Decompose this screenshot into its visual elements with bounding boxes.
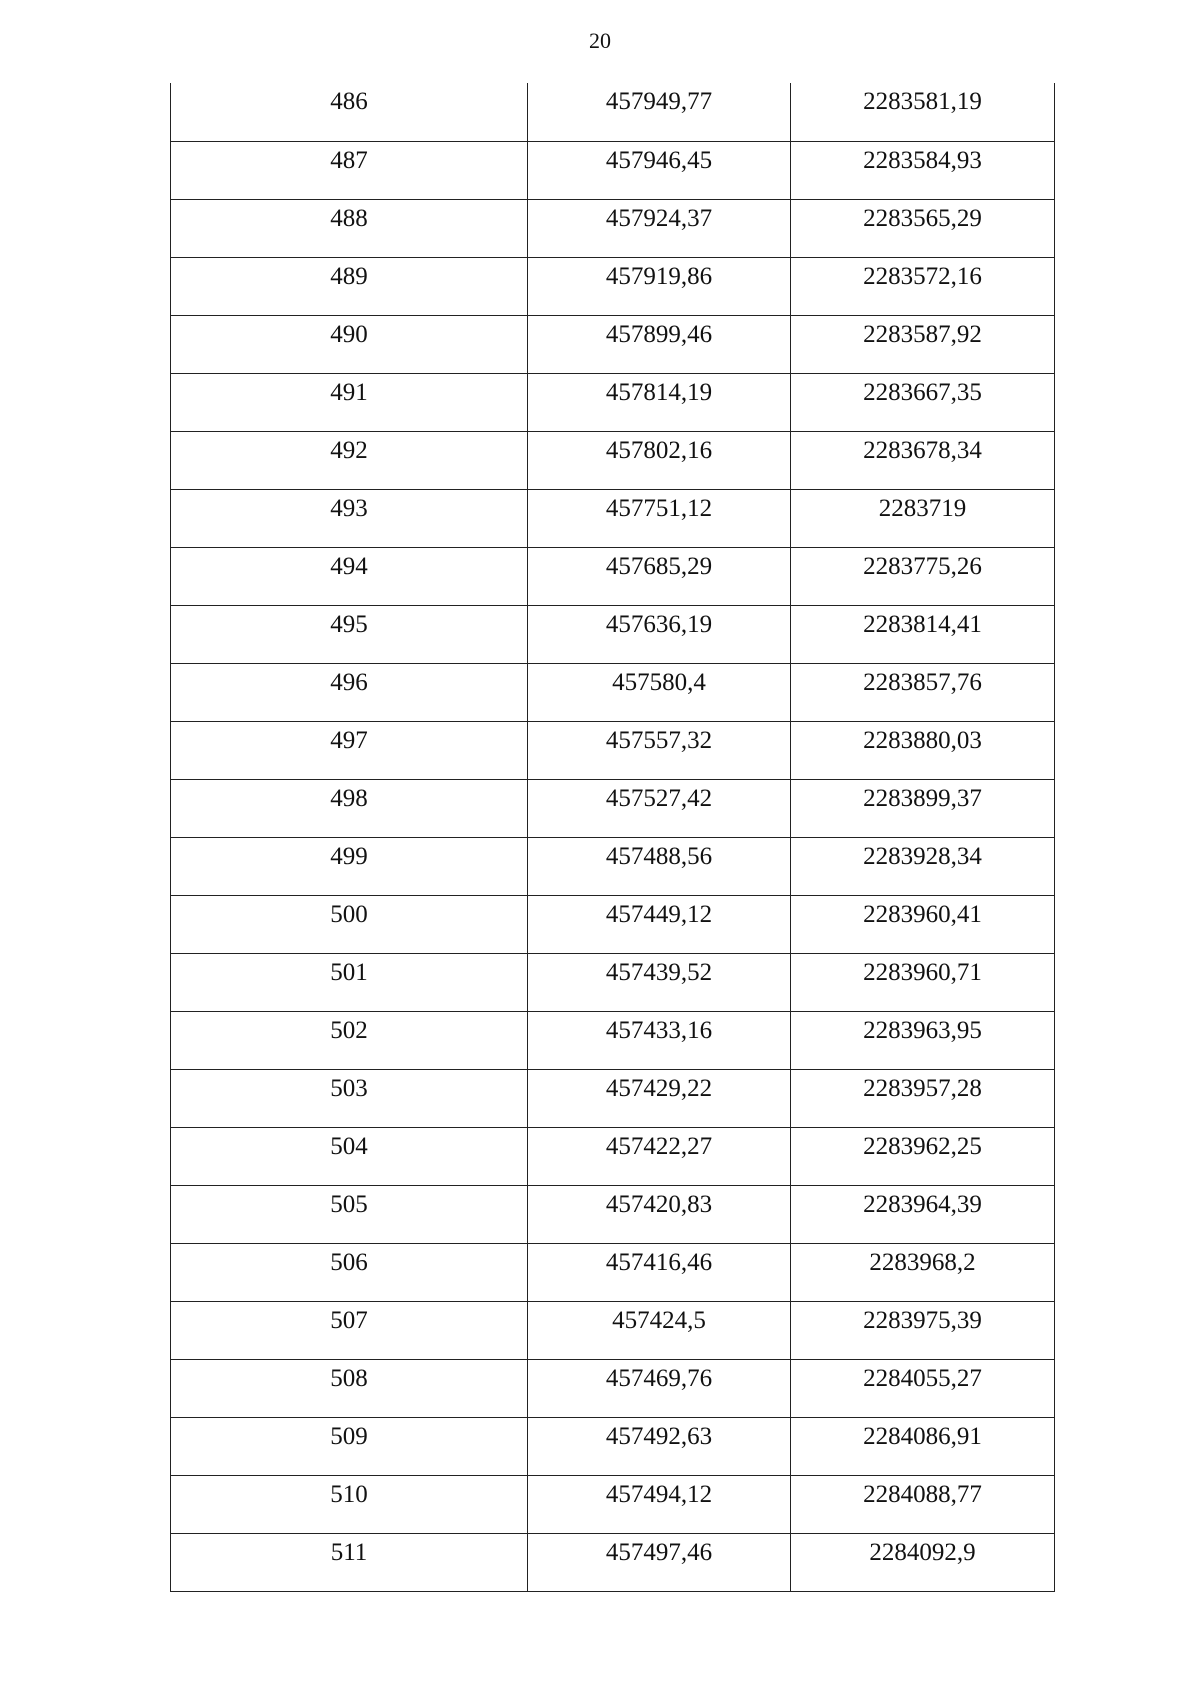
x-coordinate-cell: 457433,16 [528,1011,791,1069]
table-row [171,1011,1055,1069]
y-coordinate-cell: 2283975,39 [791,1301,1055,1359]
table-row [171,1533,1055,1591]
x-coordinate-cell: 457946,45 [528,141,791,199]
table-row [171,779,1055,837]
x-coordinate-cell: 457439,52 [528,953,791,1011]
point-number-cell: 494 [171,547,528,605]
y-coordinate-cell: 2283880,03 [791,721,1055,779]
x-coordinate-cell: 457492,63 [528,1417,791,1475]
table-row [171,431,1055,489]
point-number-cell: 487 [171,141,528,199]
y-coordinate-cell: 2283565,29 [791,199,1055,257]
point-number-cell: 488 [171,199,528,257]
table-row [171,721,1055,779]
point-number-cell: 491 [171,373,528,431]
x-coordinate-cell: 457814,19 [528,373,791,431]
x-coordinate-cell: 457497,46 [528,1533,791,1591]
x-coordinate-cell: 457949,77 [528,83,791,141]
table-row [171,1359,1055,1417]
y-coordinate-cell: 2284088,77 [791,1475,1055,1533]
table-row [171,547,1055,605]
y-coordinate-cell: 2283899,37 [791,779,1055,837]
table-row [171,1243,1055,1301]
table-row [171,315,1055,373]
point-number-cell: 493 [171,489,528,547]
table-row [171,837,1055,895]
point-number-cell: 507 [171,1301,528,1359]
y-coordinate-cell: 2283587,92 [791,315,1055,373]
table-row [171,895,1055,953]
table-row [171,953,1055,1011]
point-number-cell: 492 [171,431,528,489]
y-coordinate-cell: 2283678,34 [791,431,1055,489]
y-coordinate-cell: 2283584,93 [791,141,1055,199]
x-coordinate-cell: 457424,5 [528,1301,791,1359]
table-row [171,1417,1055,1475]
table-row [171,257,1055,315]
table-row [171,1185,1055,1243]
x-coordinate-cell: 457802,16 [528,431,791,489]
coordinates-table [170,83,1055,1592]
point-number-cell: 500 [171,895,528,953]
point-number-cell: 497 [171,721,528,779]
point-number-cell: 505 [171,1185,528,1243]
point-number-cell: 499 [171,837,528,895]
x-coordinate-cell: 457685,29 [528,547,791,605]
y-coordinate-cell: 2283960,71 [791,953,1055,1011]
y-coordinate-cell: 2284086,91 [791,1417,1055,1475]
y-coordinate-cell: 2283964,39 [791,1185,1055,1243]
y-coordinate-cell: 2283857,76 [791,663,1055,721]
table-row [171,489,1055,547]
table-row [171,1069,1055,1127]
x-coordinate-cell: 457580,4 [528,663,791,721]
x-coordinate-cell: 457488,56 [528,837,791,895]
y-coordinate-cell: 2283572,16 [791,257,1055,315]
y-coordinate-cell: 2283957,28 [791,1069,1055,1127]
x-coordinate-cell: 457469,76 [528,1359,791,1417]
y-coordinate-cell: 2283581,19 [791,83,1055,141]
y-coordinate-cell: 2283962,25 [791,1127,1055,1185]
table-row [171,663,1055,721]
point-number-cell: 495 [171,605,528,663]
table-row [171,1301,1055,1359]
y-coordinate-cell: 2283814,41 [791,605,1055,663]
x-coordinate-cell: 457924,37 [528,199,791,257]
point-number-cell: 506 [171,1243,528,1301]
point-number-cell: 489 [171,257,528,315]
table-row [171,1127,1055,1185]
x-coordinate-cell: 457494,12 [528,1475,791,1533]
table-row [171,1475,1055,1533]
point-number-cell: 511 [171,1533,528,1591]
point-number-cell: 510 [171,1475,528,1533]
table-row [171,605,1055,663]
y-coordinate-cell: 2283775,26 [791,547,1055,605]
y-coordinate-cell: 2283968,2 [791,1243,1055,1301]
point-number-cell: 508 [171,1359,528,1417]
x-coordinate-cell: 457899,46 [528,315,791,373]
x-coordinate-cell: 457557,32 [528,721,791,779]
point-number-cell: 498 [171,779,528,837]
table-row [171,141,1055,199]
x-coordinate-cell: 457919,86 [528,257,791,315]
x-coordinate-cell: 457449,12 [528,895,791,953]
y-coordinate-cell: 2283719 [791,489,1055,547]
x-coordinate-cell: 457751,12 [528,489,791,547]
y-coordinate-cell: 2284092,9 [791,1533,1055,1591]
point-number-cell: 503 [171,1069,528,1127]
point-number-cell: 502 [171,1011,528,1069]
point-number-cell: 496 [171,663,528,721]
coordinates-table-body [171,83,1055,1591]
table-row [171,373,1055,431]
table-row [171,199,1055,257]
point-number-cell: 509 [171,1417,528,1475]
y-coordinate-cell: 2283960,41 [791,895,1055,953]
y-coordinate-cell: 2283963,95 [791,1011,1055,1069]
x-coordinate-cell: 457420,83 [528,1185,791,1243]
point-number-cell: 504 [171,1127,528,1185]
table-row [171,83,1055,141]
point-number-cell: 490 [171,315,528,373]
point-number-cell: 501 [171,953,528,1011]
x-coordinate-cell: 457429,22 [528,1069,791,1127]
x-coordinate-cell: 457527,42 [528,779,791,837]
page-number: 20 [589,28,611,53]
x-coordinate-cell: 457422,27 [528,1127,791,1185]
x-coordinate-cell: 457636,19 [528,605,791,663]
point-number-cell: 486 [171,83,528,141]
x-coordinate-cell: 457416,46 [528,1243,791,1301]
y-coordinate-cell: 2283928,34 [791,837,1055,895]
y-coordinate-cell: 2284055,27 [791,1359,1055,1417]
y-coordinate-cell: 2283667,35 [791,373,1055,431]
